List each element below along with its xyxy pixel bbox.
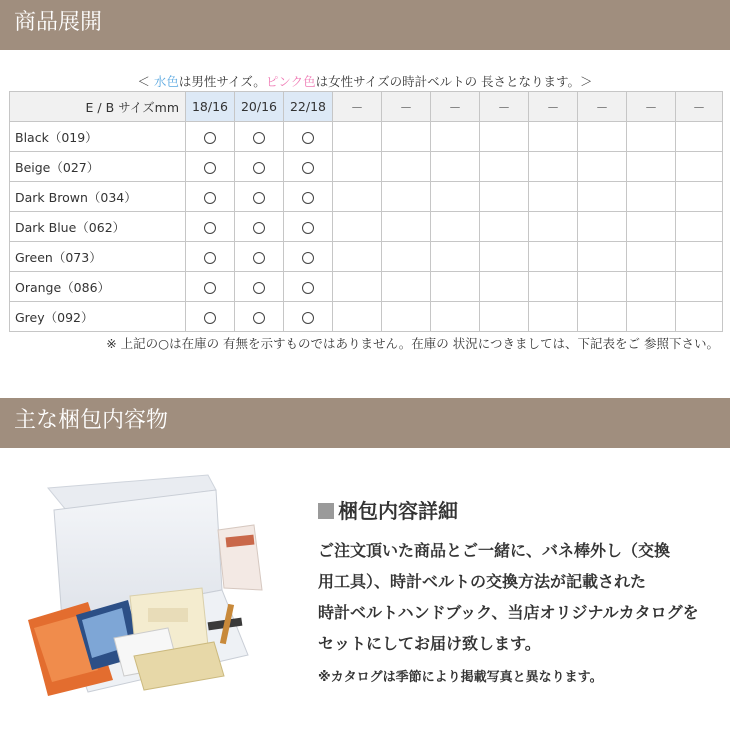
available-cell <box>284 242 333 272</box>
empty-size-header: － <box>382 92 431 122</box>
empty-cell <box>627 182 676 212</box>
detail-line: 時計ベルトハンドブック、当店オリジナルカタログを <box>318 603 699 622</box>
table-row <box>10 302 723 332</box>
legend-pink-word: ピンク色 <box>265 74 316 89</box>
empty-cell <box>627 212 676 242</box>
detail-line: 用工具）、時計ベルトの交換方法が記載された <box>318 572 647 591</box>
empty-cell <box>431 122 480 152</box>
available-cell <box>186 242 235 272</box>
available-cell <box>284 302 333 332</box>
empty-cell <box>431 272 480 302</box>
color-name: Dark Blue（062） <box>10 212 186 242</box>
available-cell <box>235 212 284 242</box>
circle-icon <box>302 252 314 264</box>
circle-icon <box>253 252 265 264</box>
circle-icon <box>204 192 216 204</box>
empty-cell <box>382 122 431 152</box>
circle-icon <box>253 192 265 204</box>
empty-cell <box>676 212 723 242</box>
table-header-row <box>10 92 723 122</box>
color-name: Orange（086） <box>10 272 186 302</box>
empty-size-header: － <box>676 92 723 122</box>
empty-cell <box>578 242 627 272</box>
legend-blue-word: 水色 <box>153 74 179 89</box>
color-name: Green（073） <box>10 242 186 272</box>
empty-cell <box>480 182 529 212</box>
empty-cell <box>676 302 723 332</box>
corner-label: E / B サイズmm <box>10 92 186 122</box>
circle-icon <box>253 282 265 294</box>
available-cell <box>235 182 284 212</box>
detail-line: セットにしてお届け致します。 <box>318 634 541 653</box>
empty-cell <box>627 272 676 302</box>
circle-icon <box>253 132 265 144</box>
empty-cell <box>431 182 480 212</box>
square-bullet-icon <box>318 503 334 519</box>
empty-cell <box>431 152 480 182</box>
empty-cell <box>333 122 382 152</box>
empty-cell <box>333 272 382 302</box>
size-availability-table <box>9 91 723 332</box>
circle-icon <box>302 312 314 324</box>
circle-icon <box>253 222 265 234</box>
empty-cell <box>627 242 676 272</box>
available-cell <box>186 272 235 302</box>
empty-cell <box>529 242 578 272</box>
detail-body <box>318 535 708 659</box>
stock-disclaimer: ※ 上記の○は在庫の 有無を示すものではありません。在庫の 状況につきましては、下記表をご 参照下さい。 <box>106 336 719 351</box>
available-cell <box>186 212 235 242</box>
empty-cell <box>333 182 382 212</box>
table-row <box>10 182 723 212</box>
circle-icon <box>302 162 314 174</box>
available-cell <box>235 152 284 182</box>
circle-icon <box>204 312 216 324</box>
section-header-package-contents <box>0 398 730 448</box>
empty-cell <box>480 122 529 152</box>
empty-cell <box>676 182 723 212</box>
circle-icon <box>204 282 216 294</box>
detail-heading <box>318 495 458 524</box>
color-name: Beige（027） <box>10 152 186 182</box>
available-cell <box>235 302 284 332</box>
circle-icon <box>302 132 314 144</box>
empty-cell <box>382 272 431 302</box>
empty-cell <box>333 242 382 272</box>
empty-size-header: － <box>627 92 676 122</box>
circle-icon <box>302 282 314 294</box>
legend-mid2: は女性サイズの時計ベルトの 長さとなります。＞ <box>315 74 593 89</box>
section-header-product-lineup <box>0 0 730 50</box>
circle-icon <box>204 252 216 264</box>
empty-cell <box>676 272 723 302</box>
empty-cell <box>578 212 627 242</box>
circle-icon <box>253 312 265 324</box>
empty-cell <box>382 302 431 332</box>
circle-icon <box>253 162 265 174</box>
empty-cell <box>382 152 431 182</box>
empty-cell <box>578 122 627 152</box>
table-row <box>10 242 723 272</box>
empty-cell <box>627 152 676 182</box>
empty-cell <box>529 152 578 182</box>
empty-cell <box>431 212 480 242</box>
available-cell <box>235 242 284 272</box>
circle-icon <box>204 132 216 144</box>
legend-mid1: は男性サイズ。 <box>178 74 266 89</box>
empty-cell <box>480 242 529 272</box>
empty-cell <box>627 122 676 152</box>
empty-cell <box>529 272 578 302</box>
catalog-note: ※カタログは季節により掲載写真と異なります。 <box>318 670 603 685</box>
color-name: Dark Brown（034） <box>10 182 186 212</box>
color-legend-note <box>0 72 730 90</box>
available-cell <box>186 152 235 182</box>
empty-size-header: － <box>578 92 627 122</box>
available-cell <box>284 122 333 152</box>
section-title: 商品展開 <box>14 10 103 35</box>
empty-cell <box>382 182 431 212</box>
empty-size-header: － <box>480 92 529 122</box>
empty-cell <box>431 242 480 272</box>
table-row <box>10 272 723 302</box>
size-header: 18/16 <box>186 92 235 122</box>
circle-icon <box>302 222 314 234</box>
empty-cell <box>333 212 382 242</box>
available-cell <box>284 272 333 302</box>
empty-cell <box>578 182 627 212</box>
empty-cell <box>431 302 480 332</box>
table-row <box>10 122 723 152</box>
available-cell <box>284 212 333 242</box>
detail-heading-text: 梱包内容詳細 <box>338 499 458 523</box>
detail-line: ご注文頂いた商品とご一緒に、バネ棒外し（交換 <box>318 541 671 560</box>
circle-icon <box>204 222 216 234</box>
available-cell <box>186 302 235 332</box>
empty-cell <box>382 212 431 242</box>
available-cell <box>186 122 235 152</box>
empty-cell <box>480 152 529 182</box>
empty-cell <box>578 272 627 302</box>
empty-cell <box>676 242 723 272</box>
available-cell <box>186 182 235 212</box>
package-contents-photo <box>18 470 280 702</box>
empty-cell <box>676 122 723 152</box>
available-cell <box>284 182 333 212</box>
color-name: Grey（092） <box>10 302 186 332</box>
available-cell <box>235 272 284 302</box>
empty-size-header: － <box>529 92 578 122</box>
table-row <box>10 212 723 242</box>
empty-cell <box>627 302 676 332</box>
section-title: 主な梱包内容物 <box>14 408 169 433</box>
empty-cell <box>578 302 627 332</box>
legend-open: ＜ <box>137 74 154 89</box>
empty-cell <box>382 242 431 272</box>
empty-cell <box>333 302 382 332</box>
empty-cell <box>480 212 529 242</box>
empty-cell <box>676 152 723 182</box>
empty-size-header: － <box>333 92 382 122</box>
circle-icon <box>204 162 216 174</box>
empty-cell <box>529 212 578 242</box>
available-cell <box>284 152 333 182</box>
empty-cell <box>480 272 529 302</box>
size-header: 20/16 <box>235 92 284 122</box>
empty-size-header: － <box>431 92 480 122</box>
empty-cell <box>529 302 578 332</box>
empty-cell <box>529 182 578 212</box>
empty-cell <box>529 122 578 152</box>
circle-icon <box>302 192 314 204</box>
empty-cell <box>480 302 529 332</box>
table-row <box>10 152 723 182</box>
color-name: Black（019） <box>10 122 186 152</box>
empty-cell <box>578 152 627 182</box>
available-cell <box>235 122 284 152</box>
empty-cell <box>333 152 382 182</box>
size-header: 22/18 <box>284 92 333 122</box>
